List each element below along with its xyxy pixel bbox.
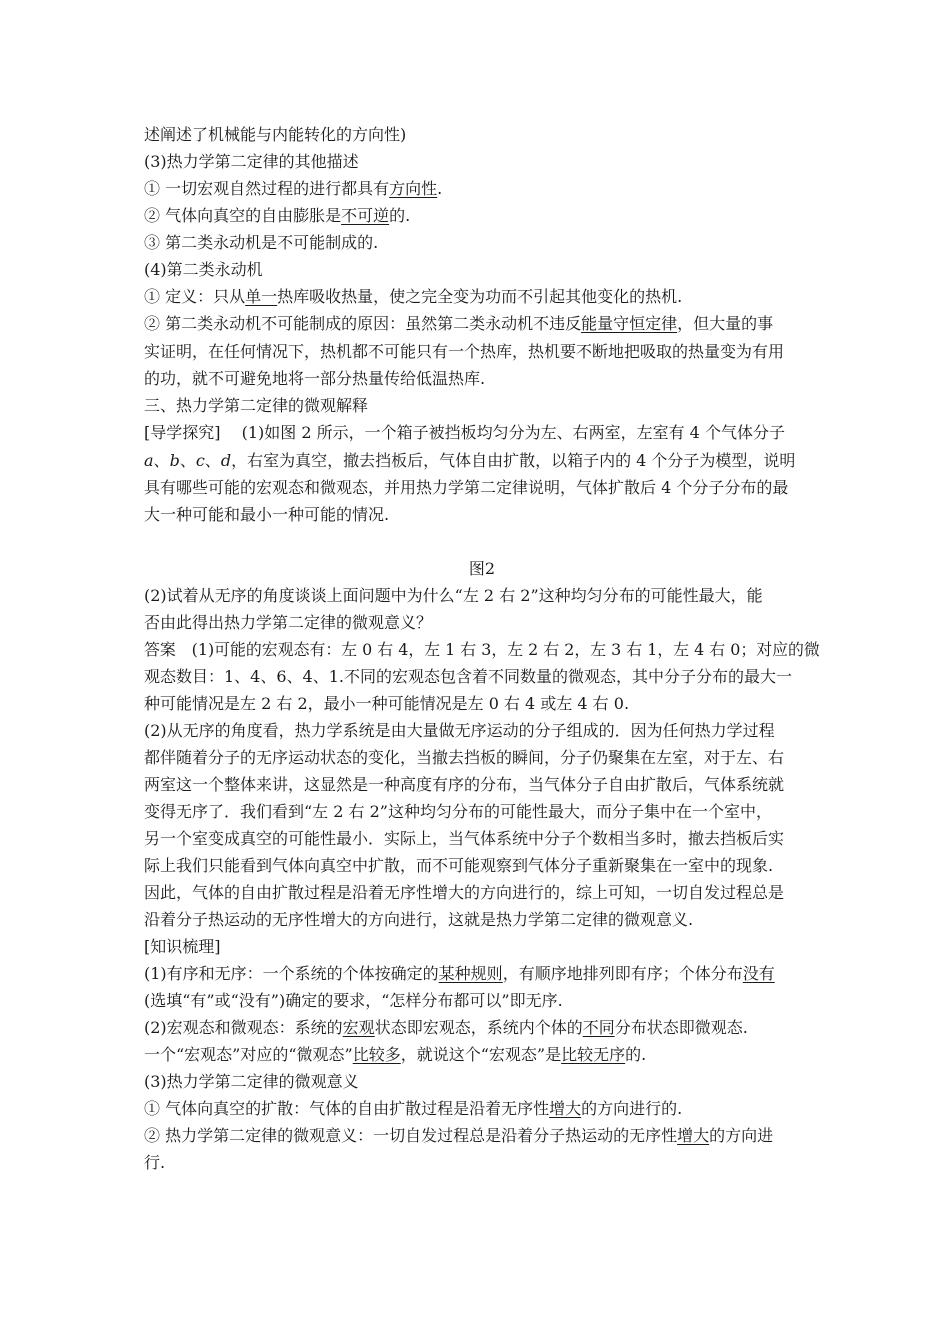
text-line	[144, 775, 784, 795]
text-line	[144, 478, 788, 498]
text-run: ，但大量的事	[677, 314, 774, 333]
text-run: 另一个室变成真空的可能性最小．实际上，当气体系统中分子个数相当多时，撤去挡板后实	[144, 829, 785, 848]
text-line	[144, 1099, 682, 1119]
underlined-answer: 方向性	[389, 179, 438, 198]
text-run: ① 一切宏观自然过程的进行都具有	[144, 179, 390, 198]
text-line	[144, 505, 389, 525]
underlined-answer: 单一	[245, 287, 278, 306]
text-run: 、	[153, 451, 170, 470]
text-run: 具有哪些可能的宏观态和微观态，并用热力学第二定律说明，气体扩散后 4 个分子分布的最	[144, 478, 789, 497]
text-run: (3)热力学第二定律的微观意义	[144, 1072, 359, 1091]
text-line	[144, 369, 485, 389]
underlined-answer: 没有	[742, 964, 775, 983]
text-run: 答案 (1)可能的宏观态有：左 0 右 4，左 1 右 3，左 2 右 2，左 3 右 1，左 4 右 0；对应的微	[144, 640, 820, 659]
text-run: 际上我们只能看到气体向真空中扩散，而不可能观察到气体分子重新聚集在一室中的现象.	[144, 856, 774, 875]
text-run: 实证明，在任何情况下，热机都不可能只有一个热库，热机要不断地把吸取的热量变为有用	[144, 342, 785, 361]
text-run: 都伴随着分子的无序运动状态的变化，当撤去挡板的瞬间，分子仍聚集在左室，对于左、右	[144, 748, 785, 767]
text-line	[144, 667, 792, 687]
text-run: 的功，就不可避免地将一部分热量传给低温热库.	[144, 369, 486, 388]
text-line	[144, 640, 820, 660]
underlined-answer: 比较无序	[561, 1045, 626, 1064]
text-line	[144, 910, 693, 930]
text-run: [知识梳理]	[144, 937, 221, 956]
underlined-answer: 不可逆	[341, 206, 390, 225]
text-run: (3)热力学第二定律的其他描述	[144, 152, 359, 171]
text-run: 图2	[468, 559, 496, 578]
text-run: ，就说这个“宏观态”是	[400, 1045, 562, 1064]
text-run: ，右室为真空，撤去挡板后，气体自由扩散，以箱子内的 4 个分子为模型，说明	[231, 451, 796, 470]
text-run: 的方向进行的.	[581, 1099, 683, 1118]
text-line	[144, 964, 775, 984]
text-line	[144, 451, 795, 471]
text-run: ，有顺序地排列即有序；个体分布	[502, 964, 743, 983]
text-line	[144, 179, 442, 199]
text-line	[144, 613, 432, 633]
text-run: 否由此得出热力学第二定律的微观意义？	[144, 613, 433, 632]
text-line	[144, 937, 221, 957]
text-run: 种可能情况是左 2 右 2，最小一种可能情况是左 0 右 4 或左 4 右 0.	[144, 694, 630, 713]
text-run: (选填“有”或“没有”)确定的要求，“怎样分布都可以”即无序.	[144, 991, 563, 1010]
underlined-answer: 不同	[582, 1018, 615, 1037]
text-run: 状态即宏观态，系统内个体的	[374, 1018, 583, 1037]
text-line	[144, 586, 763, 606]
italic-variable: a	[144, 451, 154, 470]
text-run: (2)宏观态和微观态：系统的	[144, 1018, 343, 1037]
text-line	[144, 694, 629, 714]
text-line	[144, 883, 784, 903]
underlined-answer: 增大	[549, 1099, 582, 1118]
text-line	[144, 287, 682, 307]
text-run: 因此，气体的自由扩散过程是沿着无序性增大的方向进行的，综上可知，一切自发过程总是	[144, 883, 785, 902]
text-run: 述阐述了机械能与内能转化的方向性)	[144, 125, 407, 144]
text-line	[144, 1045, 646, 1065]
text-run: 热库吸收热量，使之完全变为功而不引起其他变化的热机.	[277, 287, 683, 306]
text-run: 、	[204, 451, 221, 470]
text-line	[144, 314, 773, 334]
text-run: 的.	[625, 1045, 647, 1064]
text-run: [导学探究] (1)如图 2 所示，一个箱子被挡板均匀分为左、右两室，左室有 4 个气体分子	[144, 423, 785, 442]
text-run: (1)有序和无序：一个系统的个体按确定的	[144, 964, 439, 983]
text-run: 的.	[389, 206, 411, 225]
text-run: 两室这一个整体来讲，这显然是一种高度有序的分布，当气体分子自由扩散后，气体系统就	[144, 775, 785, 794]
text-line	[144, 260, 263, 280]
text-run: ③ 第二类永动机是不可能制成的.	[144, 233, 379, 252]
text-run: .	[437, 179, 443, 198]
text-run: 三、热力学第二定律的微观解释	[144, 396, 369, 415]
text-run: (2)试着从无序的角度谈谈上面问题中为什么“左 2 右 2”这种均匀分布的可能性最大，能	[144, 586, 763, 605]
text-line	[144, 125, 406, 145]
text-line	[144, 206, 410, 226]
text-line	[144, 1126, 773, 1146]
text-run: 大一种可能和最小一种可能的情况.	[144, 505, 390, 524]
italic-variable: c	[195, 451, 205, 470]
text-run: 变得无序了．我们看到“左 2 右 2”这种均匀分布的可能性最大，而分子集中在一个室中，	[144, 802, 772, 821]
underlined-answer: 能量守恒定律	[581, 314, 678, 333]
text-line	[144, 1018, 748, 1038]
text-line	[144, 396, 368, 416]
text-line	[144, 1072, 359, 1092]
text-run: ② 气体向真空的自由膨胀是	[144, 206, 342, 225]
text-line	[144, 991, 563, 1011]
text-run: 一个“宏观态”对应的“微观态”	[144, 1045, 353, 1064]
text-run: (4)第二类永动机	[144, 260, 263, 279]
text-run: ① 气体向真空的扩散：气体的自由扩散过程是沿着无序性	[144, 1099, 550, 1118]
italic-variable: d	[220, 451, 232, 470]
underlined-answer: 某种规则	[438, 964, 503, 983]
text-run: (2)从无序的角度看，热力学系统是由大量做无序运动的分子组成的．因为任何热力学过程	[144, 721, 775, 740]
text-run: 分布状态即微观态.	[614, 1018, 748, 1037]
figure-caption	[144, 559, 820, 579]
text-run: 的方向进	[709, 1126, 774, 1145]
underlined-answer: 增大	[677, 1126, 710, 1145]
text-run: 沿着分子热运动的无序性增大的方向进行，这就是热力学第二定律的微观意义.	[144, 910, 694, 929]
text-line	[144, 1153, 165, 1173]
text-line	[144, 423, 785, 443]
text-line	[144, 856, 773, 876]
text-run: 行.	[144, 1153, 166, 1172]
text-run: 、	[179, 451, 196, 470]
text-line	[144, 152, 359, 172]
text-run: ② 热力学第二定律的微观意义：一切自发过程总是沿着分子热运动的无序性	[144, 1126, 678, 1145]
text-line	[144, 802, 772, 822]
underlined-answer: 宏观	[342, 1018, 375, 1037]
underlined-answer: 比较多	[352, 1045, 401, 1064]
italic-variable: b	[169, 451, 180, 470]
text-line	[144, 721, 775, 741]
text-line	[144, 829, 784, 849]
text-line	[144, 342, 784, 362]
text-run: ① 定义：只从	[144, 287, 246, 306]
text-line	[144, 233, 378, 253]
text-line	[144, 748, 784, 768]
text-run: ② 第二类永动机不可能制成的原因：虽然第二类永动机不违反	[144, 314, 582, 333]
text-run: 观态数目：1、4、6、4、1.不同的宏观态包含着不同数量的微观态，其中分子分布的最大一	[144, 667, 792, 686]
